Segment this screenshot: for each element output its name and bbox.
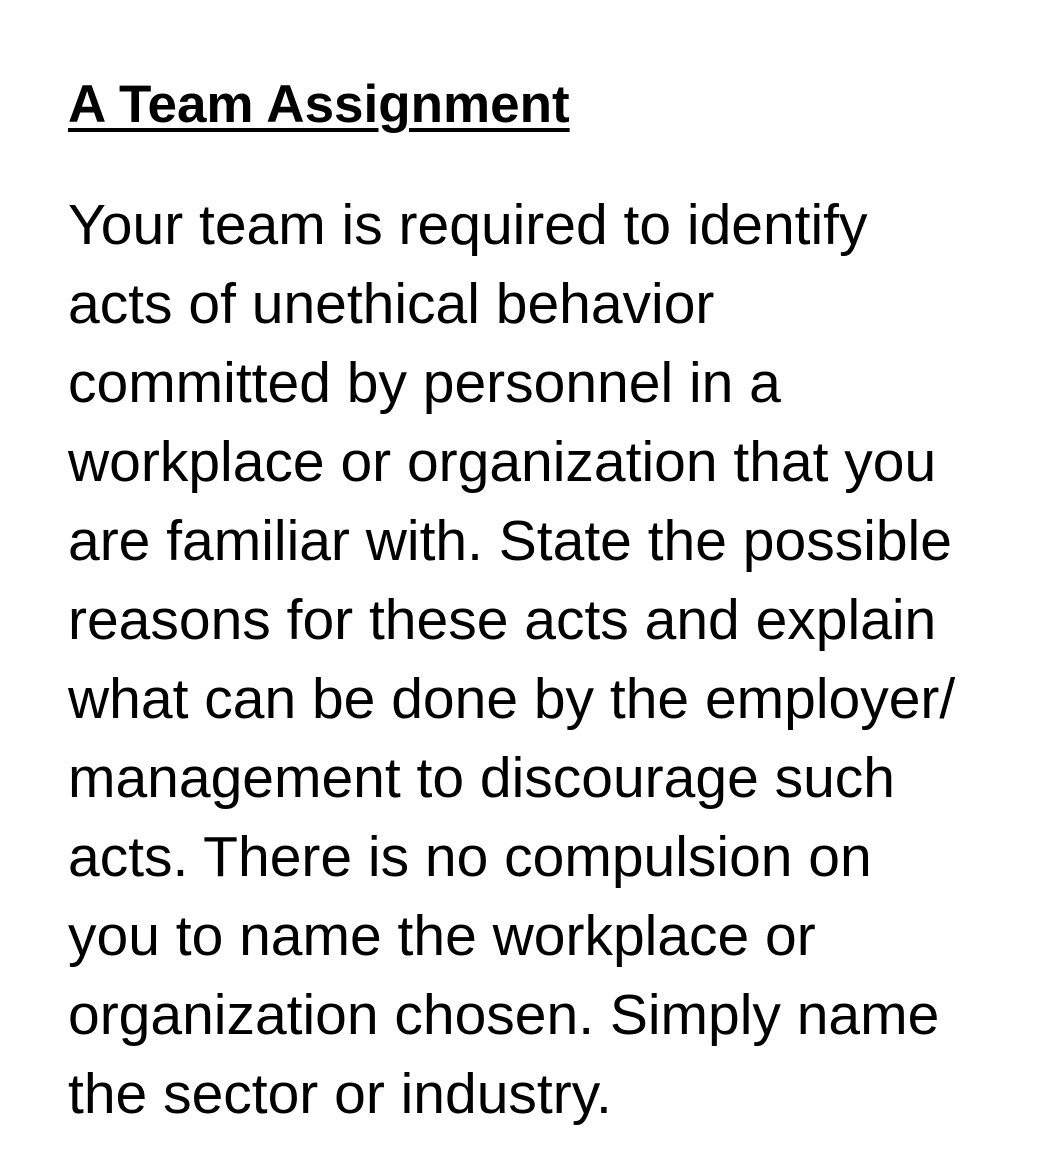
- paragraph-line: reasons for these acts and explain: [68, 588, 937, 652]
- paragraph-line: are familiar with. State the possible: [68, 509, 952, 573]
- document-page: [68, 70, 1018, 1134]
- page-title: A Team Assignment: [68, 75, 570, 134]
- paragraph-line: acts of unethical behavior: [68, 272, 715, 336]
- paragraph-line: committed by personnel in a: [68, 351, 781, 415]
- paragraph-line: the sector or industry.: [68, 1062, 612, 1126]
- paragraph-line: workplace or organization that you: [68, 430, 937, 494]
- paragraph-line: organization chosen. Simply name: [68, 983, 940, 1047]
- paragraph-line: you to name the workplace or: [68, 904, 816, 968]
- paragraph-line: acts. There is no compulsion on: [68, 825, 872, 889]
- assignment-paragraph: [68, 186, 1018, 1134]
- paragraph-line: what can be done by the employer/: [68, 667, 956, 731]
- paragraph-line: Your team is required to identify: [68, 193, 868, 257]
- paragraph-line: management to discourage such: [68, 746, 896, 810]
